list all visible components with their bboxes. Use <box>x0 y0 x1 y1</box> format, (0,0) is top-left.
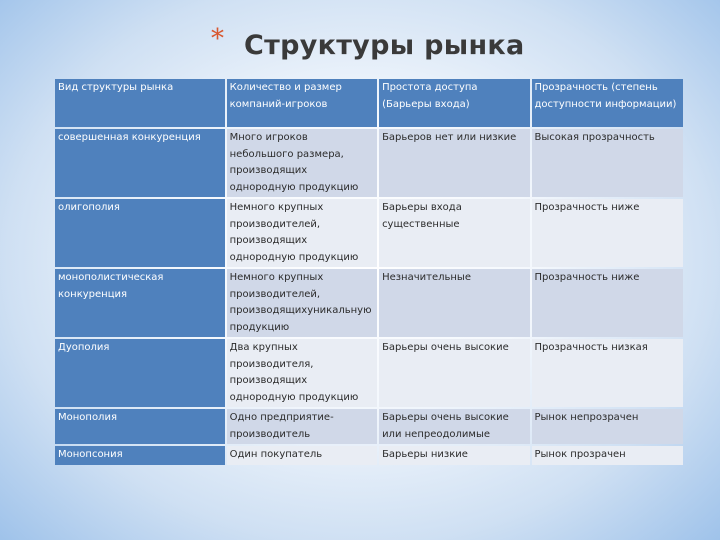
row-company-size: Много игроков небольшого размера, производящих однородную продукцию <box>227 129 377 197</box>
row-company-size: Немного крупных производителей, производящихуникальную продукцию <box>227 269 377 337</box>
row-market-type: олигополия <box>55 199 225 267</box>
page-title: Структуры рынка <box>244 30 525 61</box>
row-market-type: Дуополия <box>55 339 225 407</box>
row-transparency: Прозрачность низкая <box>532 339 684 407</box>
row-company-size: Один покупатель <box>227 446 377 465</box>
row-company-size: Одно предприятие-производитель <box>227 409 377 444</box>
row-market-type: Монополия <box>55 409 225 444</box>
row-transparency: Рынок прозрачен <box>532 446 684 465</box>
table-row <box>55 446 683 465</box>
slide-header <box>0 24 720 74</box>
row-entry-barriers: Барьеры входа существенные <box>379 199 529 267</box>
table-row <box>55 339 683 407</box>
header-entry-barriers: Простота доступа (Барьеры входа) <box>379 79 529 127</box>
table-row <box>55 269 683 337</box>
table-header-row <box>55 79 683 127</box>
row-market-type: монополистическая конкуренция <box>55 269 225 337</box>
header-company-size: Количество и размер компаний-игроков <box>227 79 377 127</box>
row-transparency: Прозрачность ниже <box>532 269 684 337</box>
title-bullet: * <box>211 24 224 54</box>
row-company-size: Немного крупных производителей, производящих однородную продукцию <box>227 199 377 267</box>
market-structures-table <box>53 77 685 467</box>
row-transparency: Высокая прозрачность <box>532 129 684 197</box>
row-entry-barriers: Барьеры очень высокие или непреодолимые <box>379 409 529 444</box>
row-entry-barriers: Барьеры очень высокие <box>379 339 529 407</box>
row-market-type: Монопсония <box>55 446 225 465</box>
header-transparency: Прозрачность (степень доступности информации) <box>532 79 684 127</box>
table-row <box>55 409 683 444</box>
row-transparency: Рынок непрозрачен <box>532 409 684 444</box>
row-entry-barriers: Незначительные <box>379 269 529 337</box>
table-row <box>55 199 683 267</box>
table-row <box>55 129 683 197</box>
row-market-type: совершенная конкуренция <box>55 129 225 197</box>
header-market-type: Вид структуры рынка <box>55 79 225 127</box>
row-company-size: Два крупных производителя, производящих однородную продукцию <box>227 339 377 407</box>
row-entry-barriers: Барьеры низкие <box>379 446 529 465</box>
row-entry-barriers: Барьеров нет или низкие <box>379 129 529 197</box>
row-transparency: Прозрачность ниже <box>532 199 684 267</box>
